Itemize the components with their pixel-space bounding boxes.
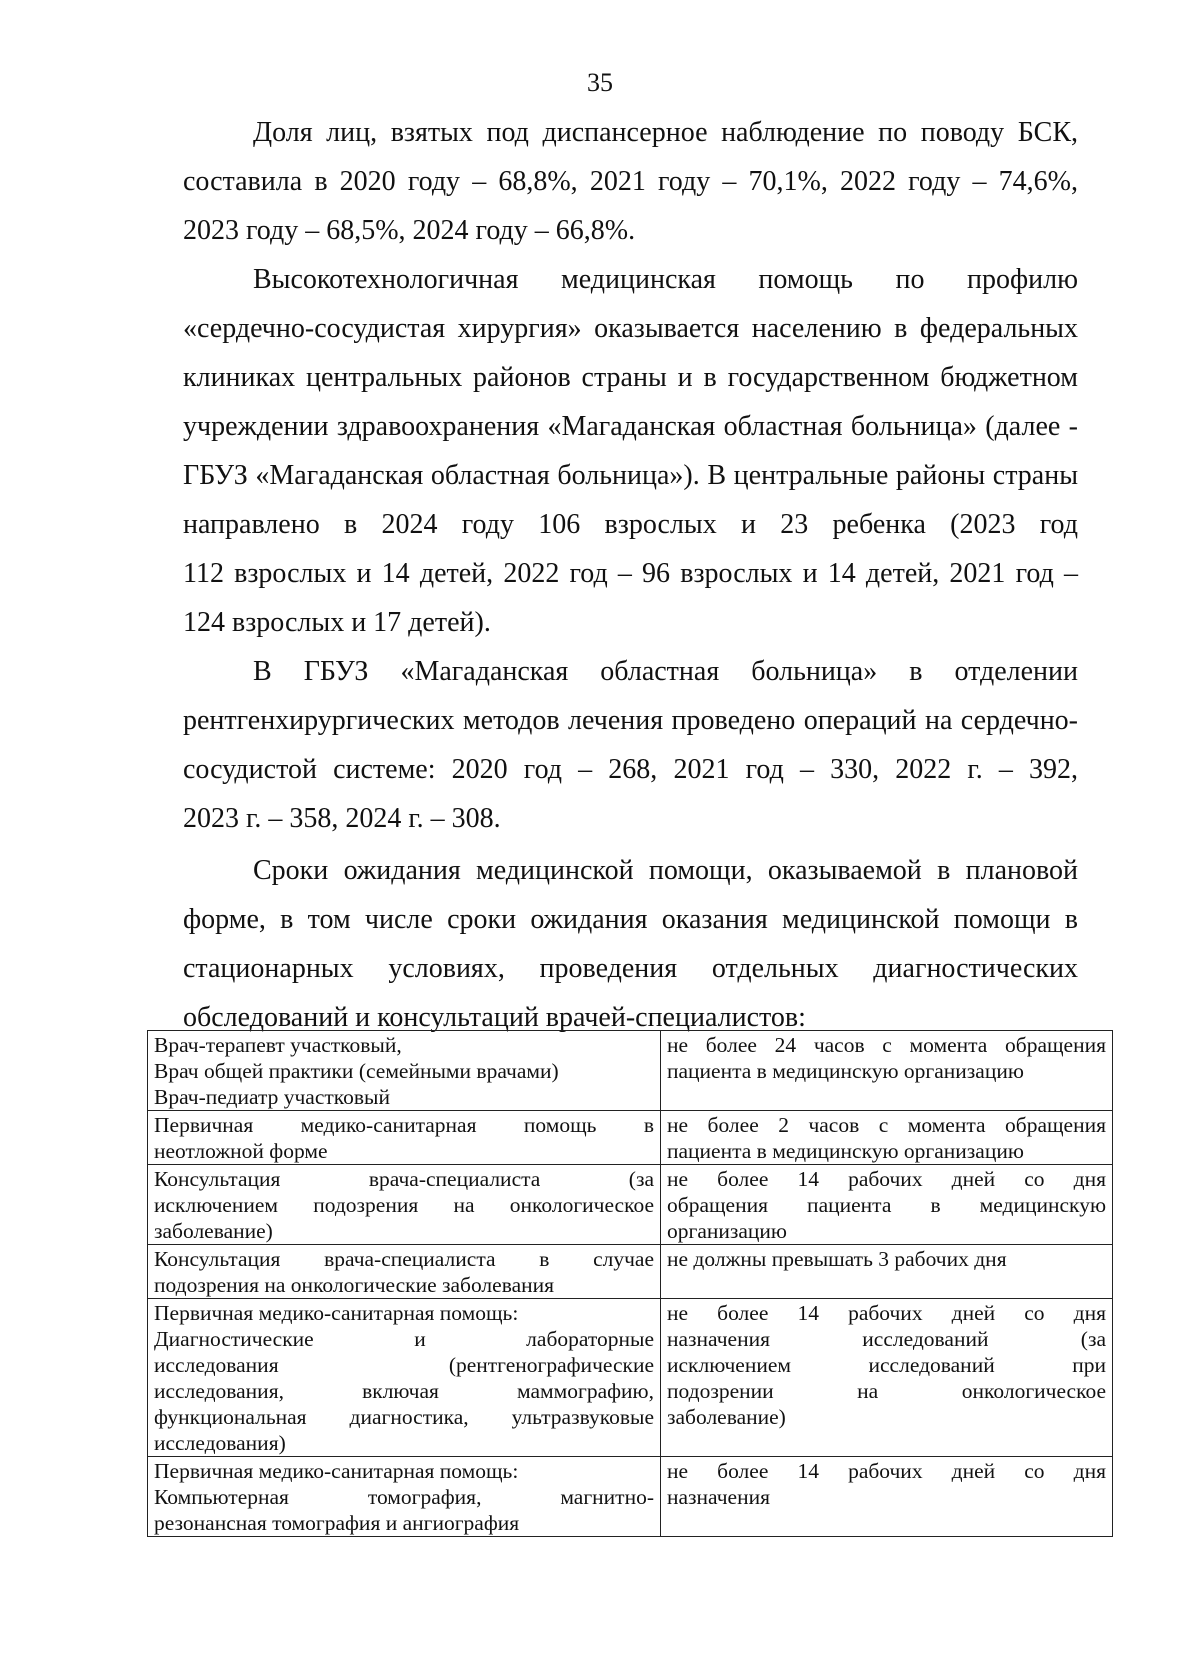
cell-text-line: Диагностические и лабораторные [154,1327,654,1351]
cell-text-line: исследования) [154,1431,286,1455]
cell-text-line: исключением подозрения на онкологическое [154,1193,654,1217]
cell-text-line: не более 14 рабочих дней со дня [667,1301,1106,1325]
table-cell-wait-time [661,1245,1113,1299]
cell-text-line: Врач-терапевт участковый, [154,1033,402,1057]
table-cell-service [148,1165,661,1245]
text-line: рентгенхирургических методов лечения проведено операций на сердечно- [183,705,1078,736]
table-cell-wait-time [661,1165,1113,1245]
text-line: 2023 г. – 358, 2024 г. – 308. [183,803,501,834]
cell-text-line: назначения исследований (за [667,1327,1106,1351]
cell-text-line: Консультация врача-специалиста в случае [154,1247,654,1271]
cell-text-line: не более 14 рабочих дней со дня [667,1459,1106,1483]
text-line: обследований и консультаций врачей-специалистов: [183,1002,806,1033]
cell-text-line: Компьютерная томография, магнитно- [154,1485,654,1509]
cell-text-line: резонансная томография и ангиография [154,1511,520,1535]
text-line: «сердечно-сосудистая хирургия» оказывается населению в федеральных [183,313,1078,344]
paragraph-xray-surgery [183,647,1078,843]
cell-text-line: неотложной форме [154,1139,328,1163]
text-line: составила в 2020 году – 68,8%, 2021 году – 70,1%, 2022 году – 74,6%, [183,166,1078,197]
cell-text-line: подозрении на онкологическое [667,1379,1106,1403]
paragraph-dispensary-share [183,108,1078,255]
text-line: 2023 году – 68,5%, 2024 году – 66,8%. [183,215,636,246]
table-row [148,1031,1113,1111]
text-line: В ГБУЗ «Магаданская областная больница» в отделении [253,656,1078,687]
cell-text-line: исследования, включая маммографию, [154,1379,654,1403]
paragraph-waiting-times [183,846,1078,1042]
paragraph-high-tech-care [183,255,1078,647]
text-line: Сроки ожидания медицинской помощи, оказываемой в плановой [253,855,1078,886]
cell-text-line: организацию [667,1219,787,1243]
page-number: 35 [587,68,613,97]
cell-text-line: Консультация врача-специалиста (за [154,1167,654,1191]
cell-text-line: пациента в медицинскую организацию [667,1139,1024,1163]
cell-text-line: назначения [667,1485,770,1509]
table-row [148,1165,1113,1245]
cell-text-line: не более 24 часов с момента обращения [667,1033,1106,1057]
table-cell-service [148,1457,661,1537]
text-line: Доля лиц, взятых под диспансерное наблюдение по поводу БСК, [253,117,1078,148]
cell-text-line: подозрения на онкологические заболевания [154,1273,555,1297]
cell-text-line: исключением исследований при [667,1353,1106,1377]
cell-text-line: заболевание) [154,1219,273,1243]
table-cell-wait-time [661,1299,1113,1457]
text-line: стационарных условиях, проведения отдельных диагностических [183,953,1078,984]
table-row [148,1457,1113,1537]
table-cell-wait-time [661,1457,1113,1537]
cell-text-line: функциональная диагностика, ультразвуковые [154,1405,654,1429]
table-row [148,1111,1113,1165]
cell-text-line: исследования (рентгенографические [154,1353,654,1377]
cell-text-line: Первичная медико-санитарная помощь: [154,1301,519,1325]
table-cell-service [148,1111,661,1165]
text-line: ГБУЗ «Магаданская областная больница»). В центральные районы страны [183,460,1078,491]
text-line: 112 взрослых и 14 детей, 2022 год – 96 взрослых и 14 детей, 2021 год – [183,558,1078,589]
text-line: форме, в том числе сроки ожидания оказания медицинской помощи в [183,904,1078,935]
table-row [148,1245,1113,1299]
text-line: 124 взрослых и 17 детей). [183,607,491,638]
cell-text-line: Врач общей практики (семейными врачами) [154,1059,559,1083]
document-body [183,108,1078,1042]
cell-text-line: обращения пациента в медицинскую [667,1193,1106,1217]
table-cell-wait-time [661,1031,1113,1111]
text-line: учреждении здравоохранения «Магаданская областная больница» (далее - [183,411,1078,442]
table-row [148,1299,1113,1457]
text-line: Высокотехнологичная медицинская помощь по профилю [253,264,1078,295]
cell-text-line: пациента в медицинскую организацию [667,1059,1024,1083]
cell-text-line: Врач-педиатр участковый [154,1085,390,1109]
table-cell-service [148,1245,661,1299]
cell-text-line: не более 2 часов с момента обращения [667,1113,1106,1137]
text-line: направлено в 2024 году 106 взрослых и 23 ребенка (2023 год [183,509,1078,540]
waiting-times-table [147,1030,1113,1537]
cell-text-line: заболевание) [667,1405,786,1429]
text-line: клиниках центральных районов страны и в государственном бюджетном [183,362,1078,393]
cell-text-line: Первичная медико-санитарная помощь в [154,1113,654,1137]
text-line: сосудистой системе: 2020 год – 268, 2021 год – 330, 2022 г. – 392, [183,754,1078,785]
table-cell-service [148,1299,661,1457]
cell-text-line: Первичная медико-санитарная помощь: [154,1459,519,1483]
table-cell-service [148,1031,661,1111]
table-cell-wait-time [661,1111,1113,1165]
cell-text-line: не более 14 рабочих дней со дня [667,1167,1106,1191]
cell-text-line: не должны превышать 3 рабочих дня [667,1247,1007,1271]
